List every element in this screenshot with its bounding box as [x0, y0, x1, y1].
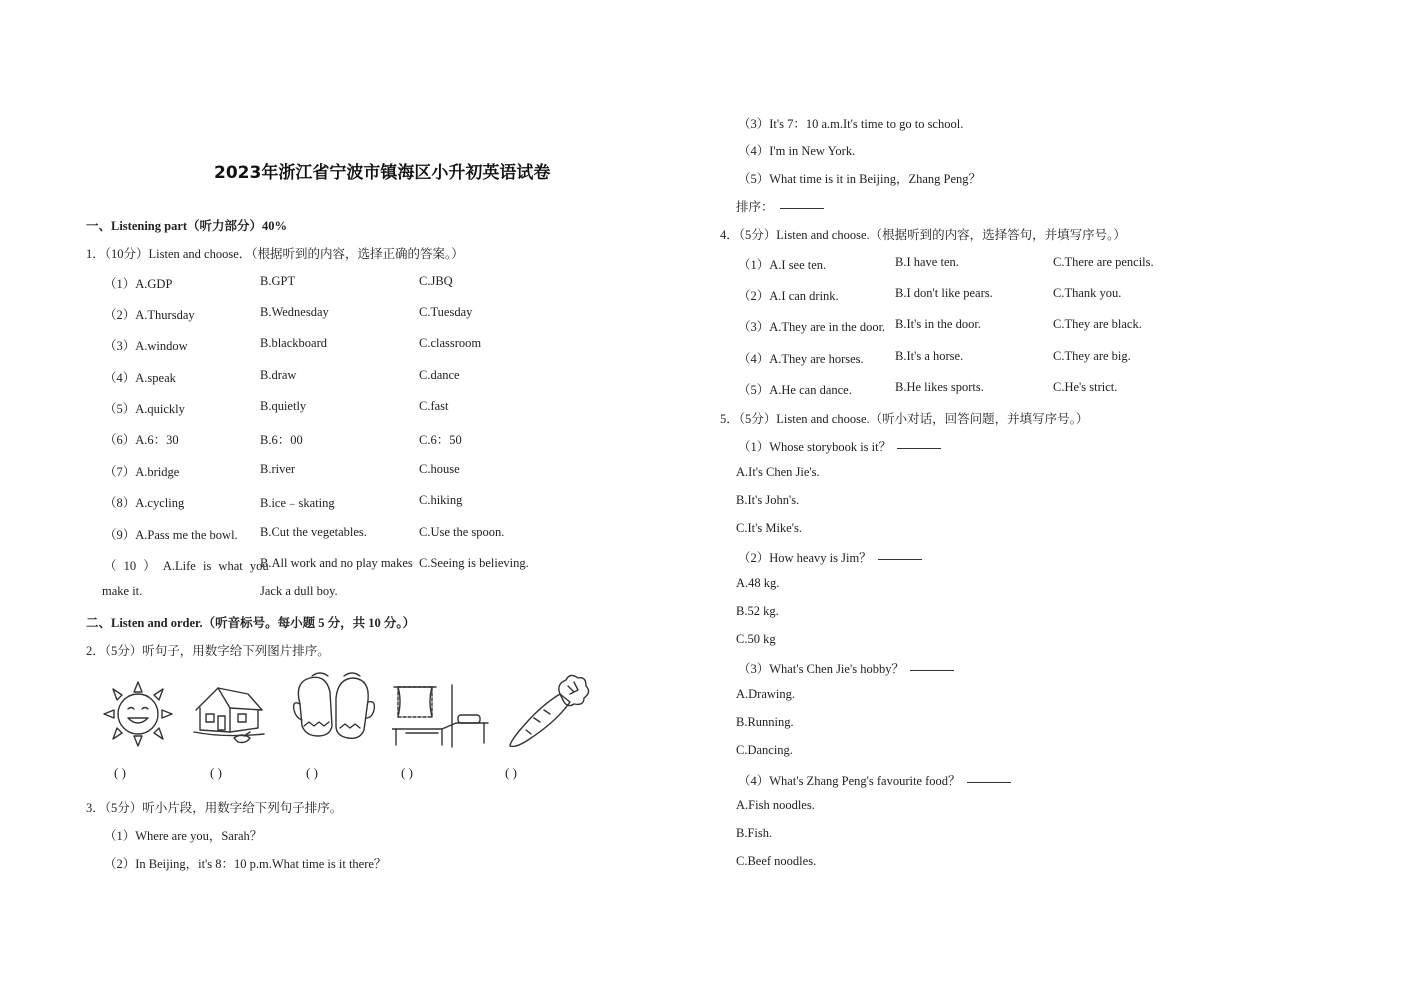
q1-option-b: B.draw — [260, 368, 297, 382]
q1-option-c: C.Seeing is believing. — [419, 556, 529, 570]
q4-option-b: B.I have ten. — [895, 255, 959, 269]
q3-order-label: 排序： — [736, 200, 774, 214]
q1-option-b-cont: Jack a dull boy. — [260, 584, 338, 598]
q1-option-a: （6）A.6：30 — [104, 433, 179, 447]
q3-order-row — [736, 197, 824, 215]
q2-answer-blank[interactable]: ( ) — [505, 765, 517, 780]
q1-option-c: C.JBQ — [419, 274, 453, 288]
gloves-icon — [290, 668, 376, 750]
q1-option-c: C.hiking — [419, 493, 463, 507]
q1-option-c: C.dance — [419, 368, 460, 382]
q3-stem: 3．（5分）听小片段，用数字给下列句子排序。 — [86, 801, 343, 815]
q5-option: C.Dancing. — [736, 743, 793, 757]
q1-option-b: B.Wednesday — [260, 305, 329, 319]
q3-item-1: （1）Where are you，Sarah？ — [104, 829, 263, 843]
q5-question-text: （2）How heavy is Jim？ — [738, 551, 872, 565]
q4-stem: 4．（5分）Listen and choose.（根据听到的内容，选择答句，并填写序号。） — [720, 228, 1126, 242]
q1-option-b: B.blackboard — [260, 336, 327, 350]
q1-option-b: B.6：00 — [260, 433, 303, 447]
q4-option-c: C.He's strict. — [1053, 380, 1118, 394]
q5-question-row — [738, 659, 954, 677]
q5-option: C.50 kg — [736, 632, 776, 646]
q4-option-a: （3）A.They are in the door. — [738, 320, 886, 334]
q3-order-blank[interactable] — [780, 207, 824, 209]
q1-option-b: B.Cut the vegetables. — [260, 525, 367, 539]
q1-option-a-cont: make it. — [102, 584, 143, 598]
q4-option-a: （2）A.I can drink. — [738, 289, 839, 303]
q2-answer-blank[interactable]: ( ) — [210, 765, 222, 780]
q1-option-c: C.Tuesday — [419, 305, 473, 319]
q5-question-text: （3）What's Chen Jie's hobby？ — [738, 662, 904, 676]
q5-answer-blank[interactable] — [910, 669, 954, 671]
q4-option-c: C.Thank you. — [1053, 286, 1122, 300]
q3-item-5: （5）What time is it in Beijing，Zhang Peng？ — [738, 172, 982, 186]
q3-item-2: （2）In Beijing，it's 8：10 p.m.What time is it there？ — [104, 857, 387, 871]
q1-option-a: （1）A.GDP — [104, 277, 173, 291]
q1-option-a: （7）A.bridge — [104, 465, 180, 479]
q5-question-row — [738, 548, 922, 566]
q5-question-text: （1）Whose storybook is it？ — [738, 440, 892, 454]
section1-heading: 一、Listening part（听力部分）40% — [86, 219, 288, 233]
q5-answer-blank[interactable] — [878, 558, 922, 560]
q1-option-a: （9）A.Pass me the bowl. — [104, 528, 238, 542]
q5-option: C.It's Mike's. — [736, 521, 802, 535]
q3-item-3: （3）It's 7：10 a.m.It's time to go to school. — [738, 117, 964, 131]
sun-icon — [100, 678, 176, 750]
q1-option-b: B.quietly — [260, 399, 307, 413]
q1-option-a: （3）A.window — [104, 339, 188, 353]
q1-option-c: C.Use the spoon. — [419, 525, 505, 539]
q2-answer-blank[interactable]: ( ) — [401, 765, 413, 780]
q2-answer-blank[interactable]: ( ) — [306, 765, 318, 780]
q5-question-row — [738, 437, 941, 455]
bedroom-icon — [392, 683, 492, 749]
q5-answer-blank[interactable] — [967, 781, 1011, 783]
q2-answer-blank[interactable]: ( ) — [114, 765, 126, 780]
q4-option-c: C.There are pencils. — [1053, 255, 1154, 269]
q4-option-c: C.They are big. — [1053, 349, 1131, 363]
q1-option-b: B.All work and no play makes — [260, 556, 413, 570]
q4-option-b: B.I don't like pears. — [895, 286, 993, 300]
q5-answer-blank[interactable] — [897, 447, 941, 449]
q1-option-a: （8）A.cycling — [104, 496, 185, 510]
q5-question-row — [738, 771, 1011, 789]
q3-item-4: （4）I'm in New York. — [738, 144, 856, 158]
section2-heading: 二、Listen and order.（听音标号。每小题 5 分，共 10 分。） — [86, 616, 416, 630]
q4-option-b: B.He likes sports. — [895, 380, 984, 394]
house-icon — [190, 680, 270, 750]
q5-option: A.48 kg. — [736, 576, 780, 590]
q5-option: C.Beef noodles. — [736, 854, 817, 868]
q1-option-a: （ 10 ） A.Life is what you — [104, 559, 269, 573]
q5-option: A.Drawing. — [736, 687, 796, 701]
q1-option-c: C.fast — [419, 399, 449, 413]
q5-option: A.Fish noodles. — [736, 798, 815, 812]
q1-stem: 1．（10分）Listen and choose．（根据听到的内容，选择正确的答案。） — [86, 247, 464, 261]
q2-stem: 2．（5分）听句子，用数字给下列图片排序。 — [86, 644, 330, 658]
carrot-icon — [504, 674, 590, 750]
q5-question-text: （4）What's Zhang Peng's favourite food？ — [738, 774, 961, 788]
q1-option-a: （4）A.speak — [104, 371, 176, 385]
q1-option-c: C.classroom — [419, 336, 482, 350]
q4-option-b: B.It's a horse. — [895, 349, 964, 363]
q1-option-c: C.house — [419, 462, 460, 476]
q5-option: B.It's John's. — [736, 493, 800, 507]
q4-option-b: B.It's in the door. — [895, 317, 981, 331]
q1-option-a: （5）A.quickly — [104, 402, 185, 416]
q5-option: B.Running. — [736, 715, 794, 729]
q1-option-b: B.river — [260, 462, 296, 476]
q1-option-b: B.GPT — [260, 274, 296, 288]
q5-option: A.It's Chen Jie's. — [736, 465, 820, 479]
q5-option: B.Fish. — [736, 826, 773, 840]
q4-option-a: （5）A.He can dance. — [738, 383, 852, 397]
q1-option-c: C.6：50 — [419, 433, 462, 447]
q5-stem: 5．（5分）Listen and choose.（听小对话，回答问题，并填写序号。） — [720, 412, 1089, 426]
q1-option-b: B.ice﹣skating — [260, 496, 335, 510]
q4-option-a: （1）A.I see ten. — [738, 258, 827, 272]
q4-option-a: （4）A.They are horses. — [738, 352, 864, 366]
q5-option: B.52 kg. — [736, 604, 779, 618]
page-title: 2023年浙江省宁波市镇海区小升初英语试卷 — [214, 163, 551, 183]
q4-option-c: C.They are black. — [1053, 317, 1142, 331]
q1-option-a: （2）A.Thursday — [104, 308, 195, 322]
